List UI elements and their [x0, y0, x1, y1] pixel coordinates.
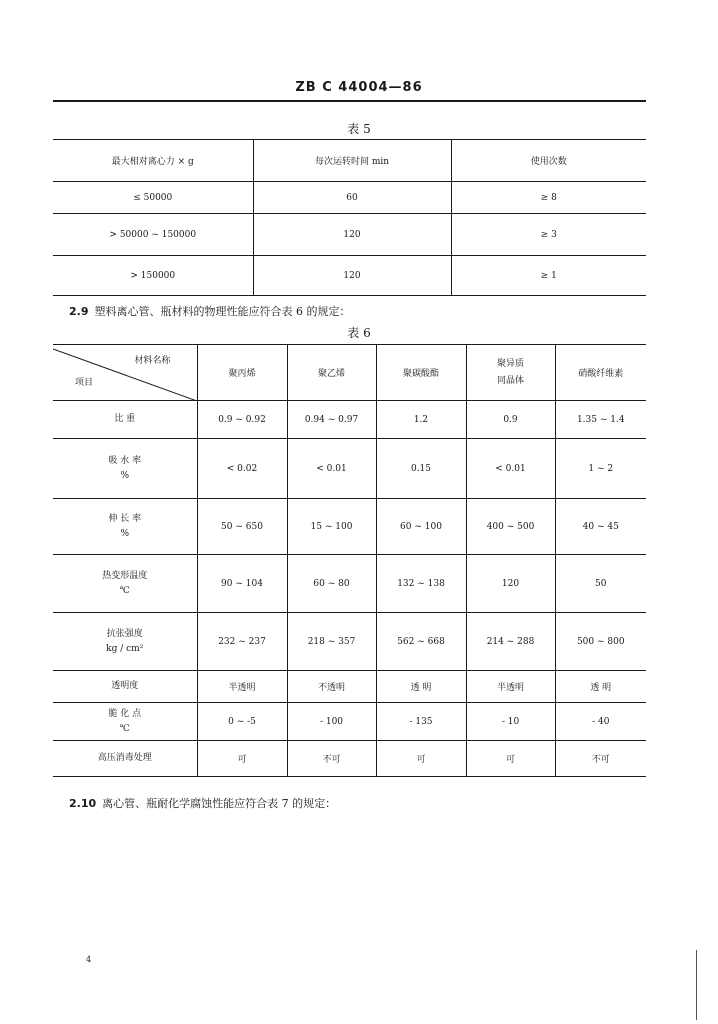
value-cell: 400 ~ 500: [466, 499, 555, 555]
value-cell: 120: [466, 555, 555, 613]
value-cell: < 0.01: [287, 439, 376, 499]
value-cell: 90 ~ 104: [197, 555, 287, 613]
table-row: [53, 703, 646, 741]
corner-material-label: 材料名称: [134, 356, 171, 366]
section-text: 离心管、瓶耐化学腐蚀性能应符合表 7 的规定：: [102, 797, 337, 810]
section-2-9-paragraph: [69, 303, 351, 319]
value-cell: < 0.02: [197, 439, 287, 499]
value-cell: 60 ~ 80: [287, 555, 376, 613]
material-header-cell: 硝酸纤维素: [555, 345, 646, 401]
value-cell: 透 明: [555, 671, 646, 703]
item-label-cell: 抗张强度 kg / cm²: [53, 613, 197, 671]
table6-corner-cell: [53, 345, 197, 401]
item-label-cell: 透明度: [53, 671, 197, 703]
standard-code-header: ZB C 44004—86: [295, 80, 423, 95]
material-header-cell: 聚异质 同晶体: [466, 345, 555, 401]
item-label-cell: 热变形温度 ℃: [53, 555, 197, 613]
diagonal-line: [53, 345, 197, 401]
table6-caption: 表 6: [347, 326, 371, 340]
value-cell: 60 ~ 100: [376, 499, 466, 555]
table-row: [53, 741, 646, 777]
table-row: [53, 214, 646, 256]
value-cell: 透 明: [376, 671, 466, 703]
table5-cell: ≥ 1: [451, 256, 646, 296]
item-label-cell: 高压消毒处理: [97, 753, 152, 764]
section-text: 塑料离心管、瓶材料的物理性能应符合表 6 的规定：: [94, 305, 351, 318]
table-row: [53, 499, 646, 555]
section-2-10-paragraph: [69, 795, 336, 811]
table6: [53, 344, 646, 777]
value-cell: - 100: [287, 703, 376, 741]
value-cell: 132 ~ 138: [376, 555, 466, 613]
table-row: [53, 401, 646, 439]
value-cell: 50 ~ 650: [197, 499, 287, 555]
value-cell: 0 ~ -5: [197, 703, 287, 741]
value-cell: 可: [376, 741, 466, 777]
table5-cell: > 50000 ~ 150000: [53, 214, 253, 256]
corner-item-label: 项目: [75, 378, 94, 388]
value-cell: 0.94 ~ 0.97: [287, 401, 376, 439]
value-cell: 0.9 ~ 0.92: [197, 401, 287, 439]
table5-cell: > 150000: [130, 270, 176, 281]
table-row: [53, 555, 646, 613]
table-row: [53, 613, 646, 671]
table5-cell: 120: [253, 256, 451, 296]
table5-cell: 120: [253, 214, 451, 256]
table5-cell: ≥ 3: [451, 214, 646, 256]
value-cell: 不可: [287, 741, 376, 777]
value-cell: 1.2: [376, 401, 466, 439]
item-label-cell: 吸 水 率 %: [53, 439, 197, 499]
table-row: [53, 256, 646, 296]
value-cell: - 40: [555, 703, 646, 741]
table-row: [53, 182, 646, 214]
page-number: 4: [86, 955, 92, 964]
value-cell: 15 ~ 100: [287, 499, 376, 555]
value-cell: 218 ~ 357: [287, 613, 376, 671]
item-label-cell: 比 重: [53, 401, 197, 439]
value-cell: 不可: [555, 741, 646, 777]
table5-cell: ≥ 8: [451, 182, 646, 214]
table5-cell: 60: [253, 182, 451, 214]
material-header-cell: 聚乙烯: [287, 345, 376, 401]
value-cell: - 135: [376, 703, 466, 741]
value-cell: 1 ~ 2: [555, 439, 646, 499]
material-header-cell: 聚碳酸酯: [376, 345, 466, 401]
value-cell: 半透明: [197, 671, 287, 703]
table5: [53, 139, 646, 296]
table5-header-cell: 最大相对离心力 × g: [53, 140, 253, 182]
section-number: 2.10: [69, 797, 97, 810]
value-cell: 可: [466, 741, 555, 777]
value-cell: 不透明: [287, 671, 376, 703]
table-row: [53, 439, 646, 499]
scan-edge-mark: [696, 950, 697, 1020]
table5-header-cell: 每次运转时间 min: [253, 140, 451, 182]
item-label-cell: 伸 长 率 %: [53, 499, 197, 555]
value-cell: 0.9: [466, 401, 555, 439]
table5-caption: 表 5: [347, 122, 371, 136]
value-cell: 214 ~ 288: [466, 613, 555, 671]
material-header-cell: 聚丙烯: [197, 345, 287, 401]
section-number: 2.9: [69, 305, 89, 318]
value-cell: 0.15: [376, 439, 466, 499]
item-label-cell: 脆 化 点 ℃: [53, 703, 197, 741]
value-cell: 562 ~ 668: [376, 613, 466, 671]
value-cell: 1.35 ~ 1.4: [555, 401, 646, 439]
value-cell: < 0.01: [466, 439, 555, 499]
table-row: [53, 671, 646, 703]
table5-cell: ≤ 50000: [53, 182, 253, 214]
value-cell: 半透明: [466, 671, 555, 703]
header-rule: [53, 100, 646, 102]
value-cell: 500 ~ 800: [555, 613, 646, 671]
value-cell: 50: [555, 555, 646, 613]
value-cell: 40 ~ 45: [555, 499, 646, 555]
value-cell: 可: [197, 741, 287, 777]
table5-header-cell: 使用次数: [451, 140, 646, 182]
value-cell: 232 ~ 237: [197, 613, 287, 671]
value-cell: - 10: [466, 703, 555, 741]
